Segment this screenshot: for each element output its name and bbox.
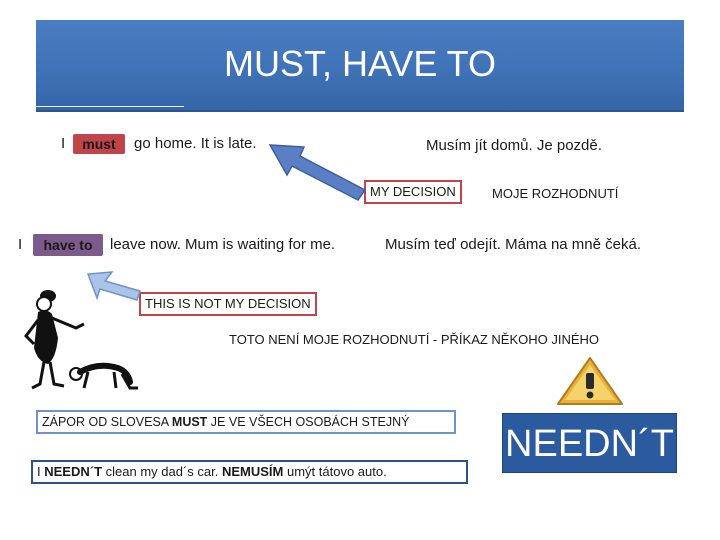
- must-pill: must: [73, 134, 125, 154]
- row2-pronoun: I: [18, 236, 23, 253]
- have-to-pill: have to: [33, 234, 103, 256]
- warning-icon: [555, 355, 625, 407]
- example-neednt: NEEDN´T: [44, 464, 103, 479]
- example-part: clean my dad´s car.: [102, 464, 222, 479]
- my-decision-translation: MOJE ROZHODNUTÍ: [492, 186, 619, 201]
- negation-rule-text: ZÁPOR OD SLOVESA: [42, 415, 172, 429]
- my-decision-box: MY DECISION: [364, 180, 462, 204]
- negation-rule-text-end: JE VE VŠECH OSOBÁCH STEJNÝ: [207, 415, 410, 429]
- boss-and-worker-icon: [18, 288, 168, 392]
- row1-sentence: go home. It is late.: [134, 135, 257, 152]
- row1-pronoun: I: [61, 135, 66, 152]
- slide-title: MUST, HAVE TO: [223, 43, 497, 84]
- neednt-banner: NEEDN´T: [502, 413, 677, 473]
- row2-translation: Musím teď odejít. Máma na mně čeká.: [385, 236, 641, 253]
- not-my-decision-translation: TOTO NENÍ MOJE ROZHODNUTÍ - PŘÍKAZ NĚKOHO JINÉHO: [229, 332, 600, 347]
- not-my-decision-box: THIS IS NOT MY DECISION: [139, 292, 317, 316]
- example-part: I: [37, 464, 45, 479]
- row1-translation: Musím jít domů. Je pozdě.: [426, 137, 602, 154]
- example-part: umýt tátovo auto.: [283, 464, 387, 479]
- row2-sentence: leave now. Mum is waiting for me.: [110, 236, 336, 253]
- negation-rule-must: MUST: [171, 415, 208, 429]
- arrow-to-must: [270, 145, 365, 200]
- example-nemusim: NEMUSÍM: [221, 464, 284, 479]
